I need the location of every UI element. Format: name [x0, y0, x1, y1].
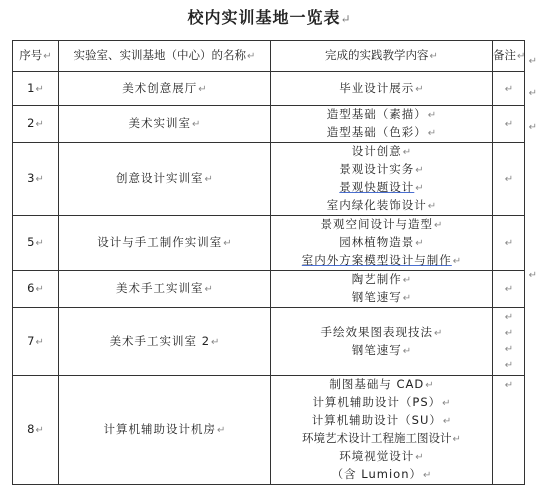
- cell-content: 设计创意↵ 景观设计实务↵ 景观快题设计↵ 室内绿化装饰设计↵: [271, 143, 493, 216]
- cell-remark: ↵: [493, 271, 525, 308]
- cell-content: 毕业设计展示↵: [271, 72, 493, 106]
- cell-no: 3↵: [13, 143, 59, 216]
- table-header-row: [13, 41, 525, 72]
- cell-remark: ↵: [493, 72, 525, 106]
- return-mark: ↵: [340, 12, 352, 26]
- cell-lab: 美术实训室↵: [59, 106, 271, 143]
- cell-remark: ↵: [493, 216, 525, 271]
- cell-remark: ↵: [493, 376, 525, 485]
- header-lab: 实验室、实训基地（中心）的名称↵: [59, 41, 271, 72]
- header-no: 序号↵: [13, 41, 59, 72]
- row-end-mark: ↵: [528, 56, 537, 67]
- title-text: 校内实训基地一览表: [187, 8, 341, 27]
- cell-no: 8↵: [13, 376, 59, 485]
- cell-lab: 美术手工实训室↵: [59, 271, 271, 308]
- table-row: [13, 376, 525, 485]
- cell-lab: 创意设计实训室↵: [59, 143, 271, 216]
- cell-no: 2↵: [13, 106, 59, 143]
- cell-no: 1↵: [13, 72, 59, 106]
- cell-lab: 美术手工实训室 2↵: [59, 308, 271, 376]
- row-end-mark: ↵: [528, 270, 537, 281]
- table-row: [13, 308, 525, 376]
- cell-no: 7↵: [13, 308, 59, 376]
- table-row: [13, 106, 525, 143]
- table-row: [13, 216, 525, 271]
- cell-remark: ↵: [493, 143, 525, 216]
- cell-no: 5↵: [13, 216, 59, 271]
- header-content: 完成的实践教学内容↵: [271, 41, 493, 72]
- training-base-table: [12, 40, 525, 485]
- table-row: [13, 271, 525, 308]
- row-end-mark: ↵: [528, 122, 537, 133]
- row-end-mark: ↵: [528, 88, 537, 99]
- cell-content: 制图基础与 CAD↵ 计算机辅助设计（PS）↵ 计算机辅助设计（SU）↵ 环境艺术设计工程施工图设计↵ 环境视觉设计↵ （含 Lumion）↵: [271, 376, 493, 485]
- cell-remark: ↵ ↵ ↵ ↵: [493, 308, 525, 376]
- cell-content: 陶艺制作↵ 钢笔速写↵: [271, 271, 493, 308]
- cell-lab: 计算机辅助设计机房↵: [59, 376, 271, 485]
- table-row: [13, 72, 525, 106]
- cell-content: 造型基础（素描）↵ 造型基础（色彩）↵: [271, 106, 493, 143]
- cell-content: 手绘效果图表现技法↵ 钢笔速写↵: [271, 308, 493, 376]
- cell-no: 6↵: [13, 271, 59, 308]
- header-remark: 备注↵: [493, 41, 525, 72]
- cell-lab: 美术创意展厅↵: [59, 72, 271, 106]
- cell-content: 景观空间设计与造型↵ 园林植物造景↵ 室内外方案模型设计与制作↵: [271, 216, 493, 271]
- cell-remark: ↵: [493, 106, 525, 143]
- document-title: [0, 5, 539, 28]
- cell-lab: 设计与手工制作实训室↵: [59, 216, 271, 271]
- table-row: [13, 143, 525, 216]
